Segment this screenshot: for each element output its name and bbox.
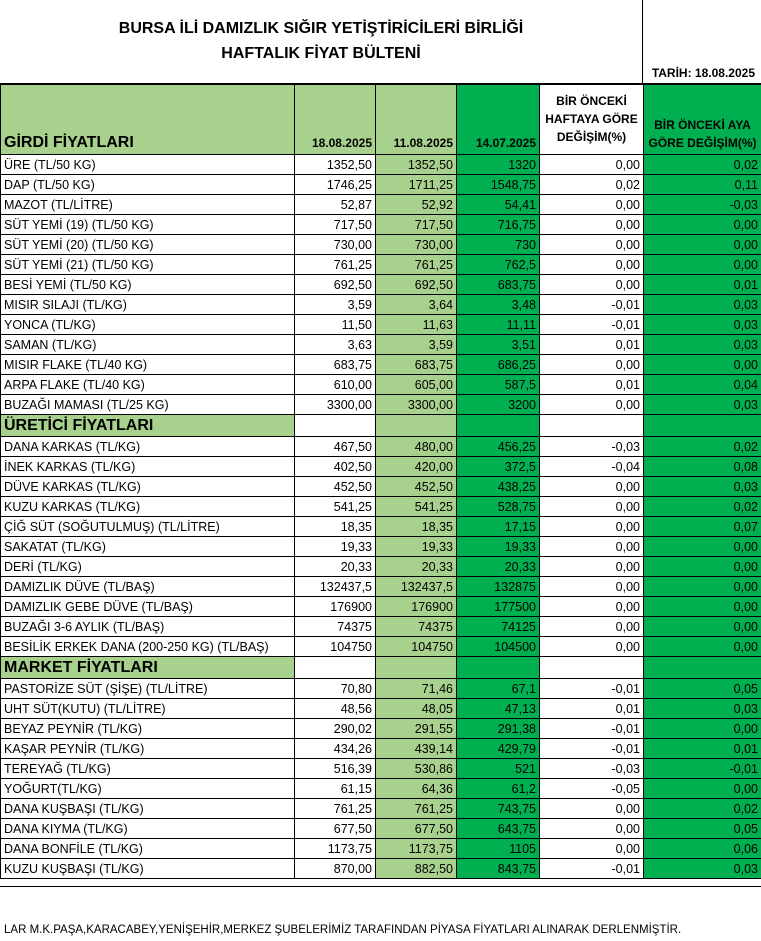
weekly-change-value: -0,01: [540, 295, 644, 315]
weekly-change-value: 0,02: [540, 175, 644, 195]
table-row: [1, 235, 761, 255]
title-line-1: BURSA İLİ DAMIZLIK SIĞIR YETİŞTİRİCİLERİ BİRLİĞİ: [118, 20, 524, 37]
value-date-2: 530,86: [376, 759, 457, 779]
table-row: [1, 739, 761, 759]
weekly-change-value: 0,01: [540, 375, 644, 395]
value-date-3: 429,79: [457, 739, 540, 759]
bulletin-date: TARİH: 18.08.2025: [651, 66, 755, 80]
row-label: ÇİĞ SÜT (SOĞUTULMUŞ) (TL/LİTRE): [1, 517, 295, 537]
monthly-change-value: 0,05: [644, 679, 761, 699]
value-date-3: 291,38: [457, 719, 540, 739]
row-label: MAZOT (TL/LİTRE): [1, 195, 295, 215]
section-empty-cell: [457, 415, 540, 437]
table-row: [1, 839, 761, 859]
weekly-change-value: 0,00: [540, 577, 644, 597]
row-label: KUZU KARKAS (TL/KG): [1, 497, 295, 517]
value-date-1: 683,75: [295, 355, 376, 375]
table-row: [1, 175, 761, 195]
monthly-change-value: 0,00: [644, 255, 761, 275]
weekly-change-value: 0,00: [540, 839, 644, 859]
table-row: [1, 779, 761, 799]
value-date-1: 1746,25: [295, 175, 376, 195]
row-label: ARPA FLAKE (TL/40 KG): [1, 375, 295, 395]
value-date-1: 132437,5: [295, 577, 376, 597]
value-date-3: 47,13: [457, 699, 540, 719]
row-label: DANA KIYMA (TL/KG): [1, 819, 295, 839]
row-label: DÜVE KARKAS (TL/KG): [1, 477, 295, 497]
value-date-1: 52,87: [295, 195, 376, 215]
table-row: [1, 497, 761, 517]
value-date-3: 587,5: [457, 375, 540, 395]
monthly-change-value: 0,03: [644, 295, 761, 315]
value-date-2: 452,50: [376, 477, 457, 497]
table-row: [1, 517, 761, 537]
value-date-3: 1320: [457, 155, 540, 175]
date-block: [643, 0, 761, 84]
section-empty-cell: [644, 657, 761, 679]
weekly-change-value: 0,00: [540, 275, 644, 295]
value-date-1: 1173,75: [295, 839, 376, 859]
value-date-2: 605,00: [376, 375, 457, 395]
value-date-3: 438,25: [457, 477, 540, 497]
value-date-3: 11,11: [457, 315, 540, 335]
row-label: İNEK KARKAS (TL/KG): [1, 457, 295, 477]
section-empty-cell: [376, 657, 457, 679]
monthly-change-value: 0,03: [644, 699, 761, 719]
table-row: [1, 719, 761, 739]
row-label: TEREYAĞ (TL/KG): [1, 759, 295, 779]
table-header-row: [1, 85, 761, 155]
value-date-2: 11,63: [376, 315, 457, 335]
value-date-3: 19,33: [457, 537, 540, 557]
value-date-1: 761,25: [295, 799, 376, 819]
monthly-change-value: 0,11: [644, 175, 761, 195]
row-label: BUZAĞI MAMASI (TL/25 KG): [1, 395, 295, 415]
section-empty-cell: [540, 657, 644, 679]
row-label: DERİ (TL/KG): [1, 557, 295, 577]
weekly-change-value: 0,01: [540, 699, 644, 719]
value-date-3: 3,51: [457, 335, 540, 355]
value-date-3: 521: [457, 759, 540, 779]
value-date-3: 1548,75: [457, 175, 540, 195]
weekly-change-value: -0,01: [540, 679, 644, 699]
value-date-2: 1352,50: [376, 155, 457, 175]
weekly-change-value: -0,03: [540, 437, 644, 457]
value-date-1: 3,59: [295, 295, 376, 315]
table-row: [1, 859, 761, 879]
value-date-1: 541,25: [295, 497, 376, 517]
table-row: [1, 759, 761, 779]
row-label: BESİLİK ERKEK DANA (200-250 KG) (TL/BAŞ): [1, 637, 295, 657]
weekly-change-value: 0,00: [540, 637, 644, 657]
value-date-1: 176900: [295, 597, 376, 617]
monthly-change-value: 0,03: [644, 395, 761, 415]
row-label: YONCA (TL/KG): [1, 315, 295, 335]
row-label: DAP (TL/50 KG): [1, 175, 295, 195]
value-date-3: 843,75: [457, 859, 540, 879]
monthly-change-value: 0,00: [644, 617, 761, 637]
row-label: ÜRE (TL/50 KG): [1, 155, 295, 175]
footer-note: LAR M.K.PAŞA,KARACABEY,YENİŞEHİR,MERKEZ ŞUBELERİMİZ TARAFINDAN PİYASA FİYATLARI ALINARAK DERLENMİŞTİR.: [4, 924, 682, 936]
table-row: [1, 799, 761, 819]
monthly-change-value: 0,04: [644, 375, 761, 395]
value-date-1: 677,50: [295, 819, 376, 839]
value-date-1: 61,15: [295, 779, 376, 799]
monthly-change-value: 0,00: [644, 577, 761, 597]
weekly-change-value: -0,01: [540, 315, 644, 335]
weekly-change-value: 0,00: [540, 155, 644, 175]
column-date-1: 18.08.2025: [295, 85, 376, 155]
value-date-2: 48,05: [376, 699, 457, 719]
value-date-3: 67,1: [457, 679, 540, 699]
monthly-change-value: 0,02: [644, 799, 761, 819]
value-date-1: 18,35: [295, 517, 376, 537]
monthly-change-value: 0,03: [644, 315, 761, 335]
section-empty-cell: [376, 415, 457, 437]
table-row: [1, 577, 761, 597]
title-line-2: HAFTALIK FİYAT BÜLTENİ: [221, 45, 421, 62]
uretici-section-title: ÜRETİCİ FİYATLARI: [1, 415, 295, 437]
value-date-1: 761,25: [295, 255, 376, 275]
value-date-2: 882,50: [376, 859, 457, 879]
row-label: DAMIZLIK GEBE DÜVE (TL/BAŞ): [1, 597, 295, 617]
value-date-1: 74375: [295, 617, 376, 637]
value-date-2: 677,50: [376, 819, 457, 839]
row-label: MISIR FLAKE (TL/40 KG): [1, 355, 295, 375]
value-date-2: 52,92: [376, 195, 457, 215]
value-date-3: 177500: [457, 597, 540, 617]
monthly-change-value: 0,00: [644, 355, 761, 375]
value-date-1: 3300,00: [295, 395, 376, 415]
weekly-change-value: 0,00: [540, 235, 644, 255]
row-label: DANA KUŞBAŞI (TL/KG): [1, 799, 295, 819]
value-date-3: 372,5: [457, 457, 540, 477]
monthly-change-value: 0,01: [644, 275, 761, 295]
value-date-3: 3200: [457, 395, 540, 415]
value-date-3: 762,5: [457, 255, 540, 275]
monthly-change-value: 0,03: [644, 477, 761, 497]
table-row: [1, 275, 761, 295]
title-block: [0, 0, 643, 84]
value-date-2: 1173,75: [376, 839, 457, 859]
row-label: DAMIZLIK DÜVE (TL/BAŞ): [1, 577, 295, 597]
value-date-2: 132437,5: [376, 577, 457, 597]
value-date-2: 3,59: [376, 335, 457, 355]
value-date-2: 3300,00: [376, 395, 457, 415]
section-empty-cell: [295, 415, 376, 437]
monthly-change-value: 0,03: [644, 859, 761, 879]
row-label: SAKATAT (TL/KG): [1, 537, 295, 557]
value-date-1: 610,00: [295, 375, 376, 395]
weekly-change-value: 0,00: [540, 395, 644, 415]
table-row: [1, 315, 761, 335]
column-monthly-change: BİR ÖNCEKİ AYA GÖRE DEĞİŞİM(%): [644, 85, 761, 155]
value-date-2: 730,00: [376, 235, 457, 255]
value-date-2: 692,50: [376, 275, 457, 295]
value-date-1: 402,50: [295, 457, 376, 477]
market-section-title: MARKET FİYATLARI: [1, 657, 295, 679]
price-table: [0, 84, 761, 879]
monthly-change-value: 0,00: [644, 215, 761, 235]
row-label: DANA BONFİLE (TL/KG): [1, 839, 295, 859]
girdi-section-title: GİRDİ FİYATLARI: [1, 85, 295, 155]
value-date-3: 74125: [457, 617, 540, 637]
value-date-1: 70,80: [295, 679, 376, 699]
table-row: [1, 557, 761, 577]
value-date-1: 467,50: [295, 437, 376, 457]
weekly-change-value: -0,04: [540, 457, 644, 477]
value-date-2: 3,64: [376, 295, 457, 315]
price-table-body: [1, 85, 761, 879]
section-empty-cell: [644, 415, 761, 437]
monthly-change-value: 0,00: [644, 557, 761, 577]
value-date-1: 730,00: [295, 235, 376, 255]
monthly-change-value: 0,00: [644, 597, 761, 617]
row-label: BUZAĞI 3-6 AYLIK (TL/BAŞ): [1, 617, 295, 637]
value-date-1: 104750: [295, 637, 376, 657]
monthly-change-value: 0,00: [644, 537, 761, 557]
table-row: [1, 597, 761, 617]
monthly-change-value: 0,00: [644, 637, 761, 657]
value-date-2: 291,55: [376, 719, 457, 739]
market-section-title-row: [1, 657, 761, 679]
value-date-3: 61,2: [457, 779, 540, 799]
column-weekly-change: BİR ÖNCEKİ HAFTAYA GÖRE DEĞİŞİM(%): [540, 85, 644, 155]
value-date-1: 434,26: [295, 739, 376, 759]
value-date-3: 730: [457, 235, 540, 255]
value-date-3: 3,48: [457, 295, 540, 315]
weekly-change-value: 0,00: [540, 597, 644, 617]
weekly-change-value: 0,00: [540, 537, 644, 557]
row-label: SÜT YEMİ (19) (TL/50 KG): [1, 215, 295, 235]
value-date-1: 452,50: [295, 477, 376, 497]
table-row: [1, 617, 761, 637]
value-date-2: 480,00: [376, 437, 457, 457]
footer: [0, 886, 761, 941]
table-row: [1, 395, 761, 415]
value-date-1: 3,63: [295, 335, 376, 355]
value-date-2: 717,50: [376, 215, 457, 235]
value-date-2: 420,00: [376, 457, 457, 477]
monthly-change-value: 0,02: [644, 155, 761, 175]
weekly-change-value: 0,00: [540, 195, 644, 215]
monthly-change-value: 0,02: [644, 437, 761, 457]
table-row: [1, 537, 761, 557]
weekly-change-value: -0,03: [540, 759, 644, 779]
value-date-1: 717,50: [295, 215, 376, 235]
table-row: [1, 255, 761, 275]
table-row: [1, 679, 761, 699]
monthly-change-value: 0,02: [644, 497, 761, 517]
row-label: SÜT YEMİ (21) (TL/50 KG): [1, 255, 295, 275]
value-date-3: 104500: [457, 637, 540, 657]
weekly-change-value: 0,00: [540, 355, 644, 375]
column-date-3: 14.07.2025: [457, 85, 540, 155]
value-date-1: 11,50: [295, 315, 376, 335]
weekly-change-value: 0,00: [540, 497, 644, 517]
row-label: PASTORİZE SÜT (ŞİŞE) (TL/LİTRE): [1, 679, 295, 699]
monthly-change-value: 0,00: [644, 235, 761, 255]
section-empty-cell: [457, 657, 540, 679]
section-empty-cell: [295, 657, 376, 679]
weekly-change-value: -0,01: [540, 739, 644, 759]
value-date-3: 1105: [457, 839, 540, 859]
value-date-1: 870,00: [295, 859, 376, 879]
value-date-3: 528,75: [457, 497, 540, 517]
row-label: SÜT YEMİ (20) (TL/50 KG): [1, 235, 295, 255]
value-date-3: 683,75: [457, 275, 540, 295]
table-row: [1, 295, 761, 315]
monthly-change-value: 0,06: [644, 839, 761, 859]
weekly-change-value: -0,01: [540, 719, 644, 739]
table-row: [1, 699, 761, 719]
value-date-3: 743,75: [457, 799, 540, 819]
value-date-3: 17,15: [457, 517, 540, 537]
weekly-change-value: -0,05: [540, 779, 644, 799]
table-row: [1, 477, 761, 497]
table-row: [1, 437, 761, 457]
column-date-2: 11.08.2025: [376, 85, 457, 155]
row-label: YOĞURT(TL/KG): [1, 779, 295, 799]
weekly-change-value: 0,00: [540, 477, 644, 497]
weekly-change-value: 0,00: [540, 517, 644, 537]
monthly-change-value: 0,08: [644, 457, 761, 477]
monthly-change-value: 0,01: [644, 739, 761, 759]
value-date-2: 20,33: [376, 557, 457, 577]
monthly-change-value: 0,00: [644, 779, 761, 799]
uretici-section-title-row: [1, 415, 761, 437]
value-date-2: 541,25: [376, 497, 457, 517]
row-label: UHT SÜT(KUTU) (TL/LİTRE): [1, 699, 295, 719]
monthly-change-value: 0,03: [644, 335, 761, 355]
weekly-change-value: 0,00: [540, 799, 644, 819]
value-date-2: 761,25: [376, 255, 457, 275]
monthly-change-value: 0,07: [644, 517, 761, 537]
weekly-change-value: 0,00: [540, 255, 644, 275]
table-row: [1, 375, 761, 395]
row-label: BEYAZ PEYNİR (TL/KG): [1, 719, 295, 739]
weekly-change-value: -0,01: [540, 859, 644, 879]
value-date-1: 48,56: [295, 699, 376, 719]
table-row: [1, 155, 761, 175]
value-date-3: 456,25: [457, 437, 540, 457]
value-date-1: 692,50: [295, 275, 376, 295]
table-row: [1, 355, 761, 375]
table-row: [1, 457, 761, 477]
weekly-change-value: 0,00: [540, 557, 644, 577]
table-row: [1, 195, 761, 215]
monthly-change-value: 0,00: [644, 719, 761, 739]
table-row: [1, 335, 761, 355]
row-label: BESİ YEMİ (TL/50 KG): [1, 275, 295, 295]
row-label: KAŞAR PEYNİR (TL/KG): [1, 739, 295, 759]
value-date-2: 71,46: [376, 679, 457, 699]
value-date-1: 20,33: [295, 557, 376, 577]
monthly-change-value: 0,05: [644, 819, 761, 839]
value-date-2: 761,25: [376, 799, 457, 819]
value-date-3: 686,25: [457, 355, 540, 375]
value-date-2: 439,14: [376, 739, 457, 759]
value-date-2: 176900: [376, 597, 457, 617]
weekly-change-value: 0,01: [540, 335, 644, 355]
row-label: DANA KARKAS (TL/KG): [1, 437, 295, 457]
table-row: [1, 215, 761, 235]
value-date-3: 643,75: [457, 819, 540, 839]
weekly-change-value: 0,00: [540, 819, 644, 839]
monthly-change-value: -0,03: [644, 195, 761, 215]
table-row: [1, 819, 761, 839]
weekly-change-value: 0,00: [540, 617, 644, 637]
value-date-2: 64,36: [376, 779, 457, 799]
monthly-change-value: -0,01: [644, 759, 761, 779]
row-label: KUZU KUŞBAŞI (TL/KG): [1, 859, 295, 879]
value-date-2: 1711,25: [376, 175, 457, 195]
value-date-2: 18,35: [376, 517, 457, 537]
value-date-2: 19,33: [376, 537, 457, 557]
value-date-1: 1352,50: [295, 155, 376, 175]
row-label: SAMAN (TL/KG): [1, 335, 295, 355]
value-date-1: 516,39: [295, 759, 376, 779]
value-date-3: 716,75: [457, 215, 540, 235]
value-date-3: 20,33: [457, 557, 540, 577]
value-date-1: 19,33: [295, 537, 376, 557]
value-date-2: 74375: [376, 617, 457, 637]
value-date-2: 683,75: [376, 355, 457, 375]
value-date-3: 54,41: [457, 195, 540, 215]
weekly-change-value: 0,00: [540, 215, 644, 235]
value-date-3: 132875: [457, 577, 540, 597]
value-date-1: 290,02: [295, 719, 376, 739]
value-date-2: 104750: [376, 637, 457, 657]
row-label: MISIR SILAJI (TL/KG): [1, 295, 295, 315]
section-empty-cell: [540, 415, 644, 437]
table-row: [1, 637, 761, 657]
